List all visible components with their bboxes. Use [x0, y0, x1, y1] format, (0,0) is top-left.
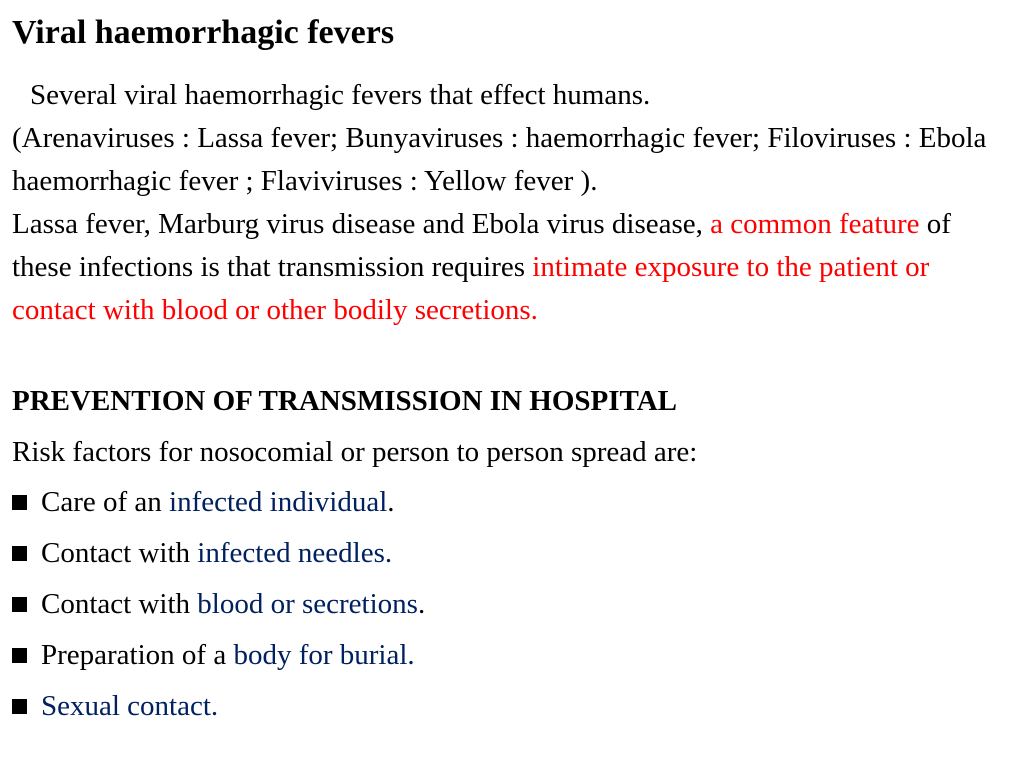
list-item: [12, 635, 425, 686]
risk-factor-list: [12, 482, 425, 737]
bullet-text: Care of an: [41, 486, 170, 518]
bullet-highlight: blood or secretions: [197, 588, 418, 620]
intro-paragraph: [12, 74, 1017, 332]
list-item: [12, 482, 425, 533]
bullet-end: .: [417, 588, 426, 620]
bullet-text: Preparation of a: [41, 639, 234, 671]
bullet-end: .: [387, 486, 395, 518]
intro-line-1: Several viral haemorrhagic fevers that effect humans.: [30, 79, 651, 111]
list-item: [12, 533, 425, 584]
bullet-highlight: infected individual: [169, 486, 388, 518]
intro-line-3-start: Lassa fever, Marburg virus disease and Ebola virus disease,: [12, 208, 711, 240]
emphasis-intimate-exposure: intimate exposure to the patient or contact with blood or other bodily secretions.: [12, 251, 930, 326]
bullet-text: Contact with: [41, 537, 198, 569]
intro-line-2: (Arenaviruses : Lassa fever; Bunyaviruses : haemorrhagic fever; Filoviruses : Ebola haemorrhagic fever ; Flaviviruses : Yellow fever ).: [12, 122, 987, 197]
intro-line-3-mid: of these infections is that transmission requires: [12, 208, 951, 283]
bullet-highlight: Sexual contact.: [41, 690, 219, 722]
emphasis-common-feature: a common feature: [710, 208, 920, 240]
bullet-highlight: infected needles.: [197, 537, 393, 569]
square-bullet-icon: [12, 597, 27, 612]
slide-title: Viral haemorrhagic fevers: [12, 14, 395, 51]
list-item: [12, 686, 425, 737]
risk-intro: Risk factors for nosocomial or person to person spread are:: [12, 436, 698, 468]
square-bullet-icon: [12, 546, 27, 561]
square-bullet-icon: [12, 648, 27, 663]
section-heading: PREVENTION OF TRANSMISSION IN HOSPITAL: [12, 385, 677, 417]
list-item: [12, 584, 425, 635]
square-bullet-icon: [12, 699, 27, 714]
square-bullet-icon: [12, 495, 27, 510]
bullet-highlight: body for burial.: [233, 639, 415, 671]
bullet-text: Contact with: [41, 588, 198, 620]
